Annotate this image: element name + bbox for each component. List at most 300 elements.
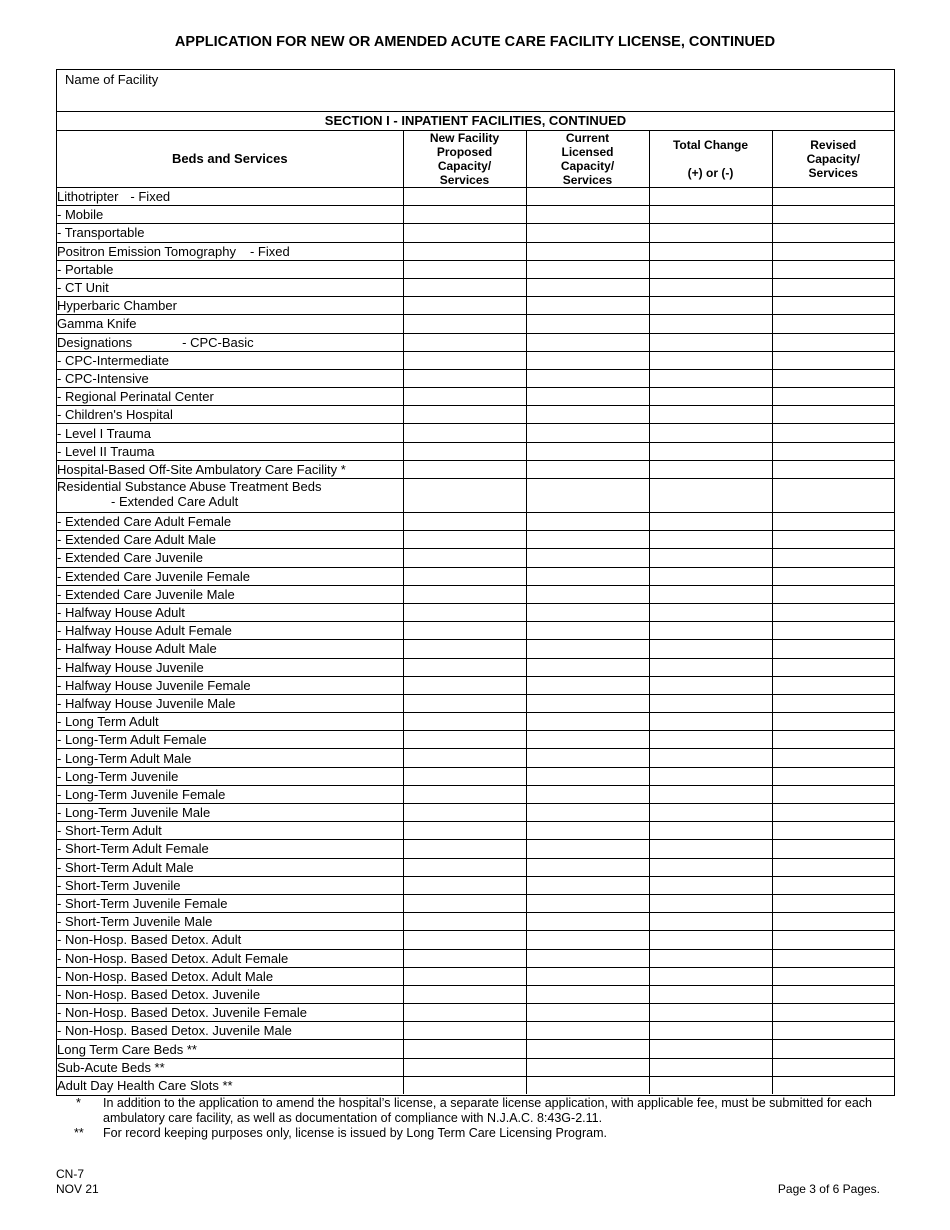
- row-label-text: - Short-Term Juvenile Male: [57, 914, 213, 930]
- row-label: [57, 242, 403, 260]
- table-row: [57, 785, 894, 803]
- entry-cell[interactable]: [526, 406, 649, 424]
- entry-cell[interactable]: [403, 424, 526, 442]
- entry-cell[interactable]: [649, 188, 772, 206]
- page-number: Page 3 of 6 Pages.: [777, 1182, 880, 1196]
- entry-cell[interactable]: [649, 785, 772, 803]
- entry-cell[interactable]: [403, 767, 526, 785]
- entry-cell[interactable]: [772, 804, 894, 822]
- table-row: [57, 188, 894, 206]
- entry-cell[interactable]: [772, 731, 894, 749]
- entry-cell[interactable]: [526, 949, 649, 967]
- entry-cell[interactable]: [772, 479, 894, 513]
- entry-cell[interactable]: [526, 333, 649, 351]
- entry-cell[interactable]: [403, 369, 526, 387]
- row-label-text: - Short-Term Adult Male: [57, 859, 194, 875]
- entry-cell[interactable]: [403, 1076, 526, 1094]
- entry-cell[interactable]: [403, 460, 526, 478]
- entry-cell[interactable]: [403, 1040, 526, 1058]
- entry-cell[interactable]: [649, 876, 772, 894]
- row-label-text: - Non-Hosp. Based Detox. Adult Male: [57, 968, 274, 984]
- entry-cell[interactable]: [772, 585, 894, 603]
- entry-cell[interactable]: [649, 931, 772, 949]
- entry-cell[interactable]: [772, 333, 894, 351]
- row-label: [57, 804, 403, 822]
- row-label-text: - Children's Hospital: [57, 407, 173, 423]
- entry-cell[interactable]: [403, 676, 526, 694]
- entry-cell[interactable]: [403, 894, 526, 912]
- entry-cell[interactable]: [403, 242, 526, 260]
- row-label-text: - CT Unit: [57, 280, 109, 296]
- entry-cell[interactable]: [526, 640, 649, 658]
- row-label: [57, 967, 403, 985]
- entry-cell[interactable]: [772, 1076, 894, 1094]
- row-label: [57, 603, 403, 621]
- entry-cell[interactable]: [526, 1022, 649, 1040]
- entry-cell[interactable]: [526, 224, 649, 242]
- entry-cell[interactable]: [649, 640, 772, 658]
- row-label: [57, 388, 403, 406]
- entry-cell[interactable]: [649, 206, 772, 224]
- entry-cell[interactable]: [772, 242, 894, 260]
- entry-cell[interactable]: [526, 206, 649, 224]
- entry-cell[interactable]: [526, 369, 649, 387]
- entry-cell[interactable]: [403, 876, 526, 894]
- entry-cell[interactable]: [403, 749, 526, 767]
- entry-cell[interactable]: [526, 1040, 649, 1058]
- row-label: [57, 949, 403, 967]
- row-label-text: - Halfway House Adult Female: [57, 623, 232, 639]
- entry-cell[interactable]: [772, 749, 894, 767]
- entry-cell[interactable]: [403, 622, 526, 640]
- entry-cell[interactable]: [526, 424, 649, 442]
- entry-cell[interactable]: [772, 406, 894, 424]
- entry-cell[interactable]: [772, 603, 894, 621]
- row-label: [57, 424, 403, 442]
- entry-cell[interactable]: [772, 297, 894, 315]
- table-row: [57, 713, 894, 731]
- table-row: [57, 567, 894, 585]
- entry-cell[interactable]: [649, 479, 772, 513]
- entry-cell[interactable]: [649, 424, 772, 442]
- entry-cell[interactable]: [403, 315, 526, 333]
- entry-cell[interactable]: [403, 206, 526, 224]
- row-label: [57, 913, 403, 931]
- table-row: [57, 479, 894, 513]
- entry-cell[interactable]: [649, 949, 772, 967]
- table-row: [57, 622, 894, 640]
- entry-cell[interactable]: [403, 1004, 526, 1022]
- entry-cell[interactable]: [649, 406, 772, 424]
- entry-cell[interactable]: [772, 442, 894, 460]
- entry-cell[interactable]: [649, 731, 772, 749]
- entry-cell[interactable]: [649, 749, 772, 767]
- table-row: [57, 513, 894, 531]
- row-label-text: - Halfway House Adult: [57, 605, 185, 621]
- row-label: [57, 1022, 403, 1040]
- row-label-text: - Non-Hosp. Based Detox. Juvenile: [57, 986, 261, 1002]
- entry-cell[interactable]: [649, 242, 772, 260]
- table-header-row: [57, 131, 894, 188]
- entry-cell[interactable]: [772, 567, 894, 585]
- entry-cell[interactable]: [649, 224, 772, 242]
- row-label: [57, 785, 403, 803]
- entry-cell[interactable]: [772, 278, 894, 296]
- entry-cell[interactable]: [526, 804, 649, 822]
- entry-cell[interactable]: [526, 767, 649, 785]
- table-row: [57, 804, 894, 822]
- entry-cell[interactable]: [649, 260, 772, 278]
- entry-cell[interactable]: [649, 567, 772, 585]
- row-label: [57, 224, 403, 242]
- entry-cell[interactable]: [772, 369, 894, 387]
- entry-cell[interactable]: [649, 913, 772, 931]
- table-row: [57, 967, 894, 985]
- footnote-mark: *: [76, 1096, 81, 1110]
- entry-cell[interactable]: [649, 967, 772, 985]
- entry-cell[interactable]: [403, 567, 526, 585]
- entry-cell[interactable]: [403, 694, 526, 712]
- table-row: [57, 985, 894, 1003]
- entry-cell[interactable]: [649, 369, 772, 387]
- entry-cell[interactable]: [403, 1022, 526, 1040]
- entry-cell[interactable]: [649, 894, 772, 912]
- entry-cell[interactable]: [403, 406, 526, 424]
- entry-cell[interactable]: [526, 894, 649, 912]
- entry-cell[interactable]: [526, 713, 649, 731]
- entry-cell[interactable]: [526, 549, 649, 567]
- entry-cell[interactable]: [403, 549, 526, 567]
- entry-cell[interactable]: [649, 460, 772, 478]
- table-row: [57, 603, 894, 621]
- entry-cell[interactable]: [649, 658, 772, 676]
- entry-cell[interactable]: [772, 894, 894, 912]
- entry-cell[interactable]: [772, 1004, 894, 1022]
- table-row: [57, 297, 894, 315]
- entry-cell[interactable]: [649, 1040, 772, 1058]
- row-label-text: - Short-Term Juvenile Female: [57, 896, 228, 912]
- row-label: [57, 676, 403, 694]
- entry-cell[interactable]: [403, 713, 526, 731]
- row-label-text: - Level I Trauma: [57, 425, 151, 441]
- entry-cell[interactable]: [649, 333, 772, 351]
- entry-cell[interactable]: [526, 260, 649, 278]
- entry-cell[interactable]: [403, 1058, 526, 1076]
- entry-cell[interactable]: [403, 333, 526, 351]
- entry-cell[interactable]: [403, 931, 526, 949]
- table-row: [57, 1004, 894, 1022]
- entry-cell[interactable]: [526, 731, 649, 749]
- entry-cell[interactable]: [649, 713, 772, 731]
- row-label-text: - Long-Term Juvenile Male: [57, 805, 211, 821]
- entry-cell[interactable]: [649, 858, 772, 876]
- entry-cell[interactable]: [526, 460, 649, 478]
- entry-cell[interactable]: [649, 676, 772, 694]
- entry-cell[interactable]: [649, 603, 772, 621]
- entry-cell[interactable]: [772, 549, 894, 567]
- header-line: Proposed: [436, 145, 493, 159]
- row-label: [57, 188, 403, 206]
- entry-cell[interactable]: [403, 858, 526, 876]
- entry-cell[interactable]: [403, 479, 526, 513]
- entry-cell[interactable]: [403, 967, 526, 985]
- entry-cell[interactable]: [526, 531, 649, 549]
- entry-cell[interactable]: [649, 1076, 772, 1094]
- row-label: [57, 713, 403, 731]
- entry-cell[interactable]: [772, 188, 894, 206]
- entry-cell[interactable]: [772, 1058, 894, 1076]
- entry-cell[interactable]: [649, 985, 772, 1003]
- entry-cell[interactable]: [772, 513, 894, 531]
- row-label: [57, 315, 403, 333]
- table-row: [57, 1076, 894, 1094]
- entry-cell[interactable]: [526, 297, 649, 315]
- entry-cell[interactable]: [403, 603, 526, 621]
- entry-cell[interactable]: [403, 731, 526, 749]
- entry-cell[interactable]: [772, 967, 894, 985]
- row-label: [57, 767, 403, 785]
- entry-cell[interactable]: [772, 949, 894, 967]
- entry-cell[interactable]: [526, 622, 649, 640]
- row-label-text: - Long Term Adult: [57, 714, 159, 730]
- row-label-text: Designations: [57, 334, 133, 350]
- entry-cell[interactable]: [649, 315, 772, 333]
- entry-cell[interactable]: [526, 985, 649, 1003]
- entry-cell[interactable]: [772, 622, 894, 640]
- header-line: Revised: [810, 138, 857, 152]
- row-label-text: Residential Substance Abuse Treatment Beds: [57, 479, 322, 494]
- row-label: [57, 658, 403, 676]
- entry-cell[interactable]: [772, 913, 894, 931]
- header-line: Services: [439, 173, 490, 187]
- entry-cell[interactable]: [649, 822, 772, 840]
- entry-cell[interactable]: [649, 297, 772, 315]
- entry-cell[interactable]: [403, 442, 526, 460]
- table-row: [57, 676, 894, 694]
- entry-cell[interactable]: [772, 531, 894, 549]
- entry-cell[interactable]: [526, 822, 649, 840]
- row-label: [57, 567, 403, 585]
- entry-cell[interactable]: [649, 585, 772, 603]
- entry-cell[interactable]: [403, 585, 526, 603]
- row-label: [57, 531, 403, 549]
- header-line: Capacity/: [806, 152, 860, 166]
- entry-cell[interactable]: [526, 658, 649, 676]
- entry-cell[interactable]: [772, 351, 894, 369]
- entry-cell[interactable]: [403, 260, 526, 278]
- entry-cell[interactable]: [772, 713, 894, 731]
- entry-cell[interactable]: [526, 351, 649, 369]
- entry-cell[interactable]: [403, 224, 526, 242]
- entry-cell[interactable]: [649, 388, 772, 406]
- table-row: [57, 876, 894, 894]
- entry-cell[interactable]: [403, 985, 526, 1003]
- entry-cell[interactable]: [526, 1058, 649, 1076]
- entry-cell[interactable]: [649, 1058, 772, 1076]
- entry-cell[interactable]: [403, 278, 526, 296]
- entry-cell[interactable]: [772, 985, 894, 1003]
- entry-cell[interactable]: [403, 640, 526, 658]
- row-label-text: - Short-Term Juvenile: [57, 877, 181, 893]
- footnote-text: In addition to the application to amend the hospital’s license, a separate license application, with applicable fee, must be submitted for each ambulatory care facility, as well as documentation of compliance with N.J.A.C. 8:43G-2.11.: [103, 1096, 872, 1125]
- table-row: [57, 260, 894, 278]
- entry-cell[interactable]: [526, 388, 649, 406]
- entry-cell[interactable]: [772, 388, 894, 406]
- row-label-text: Adult Day Health Care Slots **: [57, 1077, 233, 1093]
- entry-cell[interactable]: [649, 1022, 772, 1040]
- entry-cell[interactable]: [403, 658, 526, 676]
- entry-cell[interactable]: [403, 822, 526, 840]
- entry-cell[interactable]: [649, 442, 772, 460]
- row-label-text: - Short-Term Adult: [57, 823, 162, 839]
- entry-cell[interactable]: [526, 567, 649, 585]
- header-line: New Facility: [429, 131, 500, 145]
- entry-cell[interactable]: [403, 949, 526, 967]
- entry-cell[interactable]: [526, 1076, 649, 1094]
- form-frame: [56, 69, 895, 1096]
- entry-cell[interactable]: [403, 297, 526, 315]
- table-row: [57, 749, 894, 767]
- row-label: [57, 858, 403, 876]
- row-label-text: - Halfway House Juvenile Male: [57, 695, 236, 711]
- entry-cell[interactable]: [772, 931, 894, 949]
- entry-cell[interactable]: [772, 676, 894, 694]
- entry-cell[interactable]: [403, 513, 526, 531]
- entry-cell[interactable]: [403, 388, 526, 406]
- entry-cell[interactable]: [403, 804, 526, 822]
- entry-cell[interactable]: [526, 513, 649, 531]
- entry-cell[interactable]: [403, 531, 526, 549]
- entry-cell[interactable]: [772, 1040, 894, 1058]
- entry-cell[interactable]: [649, 513, 772, 531]
- row-label-text: Lithotripter: [57, 189, 119, 205]
- row-label: [57, 876, 403, 894]
- row-label: [57, 442, 403, 460]
- row-label-text: - Transportable: [57, 225, 145, 241]
- table-row: [57, 858, 894, 876]
- entry-cell[interactable]: [526, 749, 649, 767]
- row-sub-label: - CPC-Basic: [182, 334, 254, 350]
- entry-cell[interactable]: [649, 840, 772, 858]
- row-label: [57, 585, 403, 603]
- footnotes: [56, 1096, 896, 1141]
- entry-cell[interactable]: [526, 479, 649, 513]
- row-label-text: - Extended Care Juvenile Female: [57, 568, 250, 584]
- row-label: [57, 549, 403, 567]
- entry-cell[interactable]: [526, 1004, 649, 1022]
- entry-cell[interactable]: [403, 351, 526, 369]
- table-row: [57, 242, 894, 260]
- entry-cell[interactable]: [772, 822, 894, 840]
- entry-cell[interactable]: [772, 694, 894, 712]
- entry-cell[interactable]: [526, 967, 649, 985]
- row-label: [57, 1058, 403, 1076]
- entry-cell[interactable]: [526, 694, 649, 712]
- entry-cell[interactable]: [526, 913, 649, 931]
- entry-cell[interactable]: [772, 260, 894, 278]
- footnote-text: For record keeping purposes only, license is issued by Long Term Care Licensing Program.: [103, 1126, 607, 1140]
- table-row: [57, 731, 894, 749]
- entry-cell[interactable]: [526, 442, 649, 460]
- entry-cell[interactable]: [772, 206, 894, 224]
- entry-cell[interactable]: [772, 858, 894, 876]
- table-row: [57, 406, 894, 424]
- entry-cell[interactable]: [526, 676, 649, 694]
- entry-cell[interactable]: [526, 315, 649, 333]
- entry-cell[interactable]: [526, 876, 649, 894]
- entry-cell[interactable]: [772, 224, 894, 242]
- entry-cell[interactable]: [772, 876, 894, 894]
- row-sub-label: - Fixed: [130, 189, 171, 205]
- row-label-text: - Extended Care Adult Female: [57, 514, 232, 530]
- header-line: Licensed: [561, 145, 614, 159]
- entry-cell[interactable]: [526, 278, 649, 296]
- table-row: [57, 1022, 894, 1040]
- entry-cell[interactable]: [526, 188, 649, 206]
- entry-cell[interactable]: [526, 858, 649, 876]
- row-label-text: - Non-Hosp. Based Detox. Adult Female: [57, 950, 289, 966]
- row-label: [57, 1076, 403, 1094]
- entry-cell[interactable]: [526, 840, 649, 858]
- facility-name-field[interactable]: [57, 70, 894, 112]
- row-label-text: - Halfway House Adult Male: [57, 641, 217, 657]
- entry-cell[interactable]: [649, 694, 772, 712]
- entry-cell[interactable]: [403, 785, 526, 803]
- entry-cell[interactable]: [403, 840, 526, 858]
- table-row: [57, 894, 894, 912]
- form-revision: NOV 21: [56, 1182, 99, 1196]
- row-label-text: - Non-Hosp. Based Detox. Juvenile Female: [57, 1005, 308, 1021]
- form-code-block: [56, 1167, 99, 1197]
- entry-cell[interactable]: [649, 1004, 772, 1022]
- entry-cell[interactable]: [772, 658, 894, 676]
- table-row: [57, 694, 894, 712]
- entry-cell[interactable]: [649, 278, 772, 296]
- page-title: APPLICATION FOR NEW OR AMENDED ACUTE CARE FACILITY LICENSE, CONTINUED: [174, 34, 776, 50]
- entry-cell[interactable]: [649, 531, 772, 549]
- row-label-text: - Level II Trauma: [57, 443, 155, 459]
- entry-cell[interactable]: [772, 767, 894, 785]
- entry-cell[interactable]: [403, 188, 526, 206]
- row-label: [57, 694, 403, 712]
- table-row: [57, 840, 894, 858]
- row-label-text: - Extended Care Juvenile: [57, 550, 203, 566]
- row-label: [57, 822, 403, 840]
- entry-cell[interactable]: [526, 931, 649, 949]
- row-sub-label: - Extended Care Adult: [111, 494, 239, 509]
- entry-cell[interactable]: [649, 804, 772, 822]
- entry-cell[interactable]: [649, 549, 772, 567]
- row-label-text: - Long-Term Adult Male: [57, 750, 192, 766]
- row-label: [57, 622, 403, 640]
- entry-cell[interactable]: [772, 460, 894, 478]
- entry-cell[interactable]: [649, 767, 772, 785]
- entry-cell[interactable]: [772, 315, 894, 333]
- entry-cell[interactable]: [649, 351, 772, 369]
- entry-cell[interactable]: [403, 913, 526, 931]
- entry-cell[interactable]: [526, 785, 649, 803]
- entry-cell[interactable]: [649, 622, 772, 640]
- table-row: [57, 315, 894, 333]
- entry-cell[interactable]: [772, 1022, 894, 1040]
- entry-cell[interactable]: [772, 640, 894, 658]
- entry-cell[interactable]: [526, 585, 649, 603]
- entry-cell[interactable]: [772, 424, 894, 442]
- entry-cell[interactable]: [526, 242, 649, 260]
- entry-cell[interactable]: [772, 840, 894, 858]
- entry-cell[interactable]: [526, 603, 649, 621]
- entry-cell[interactable]: [772, 785, 894, 803]
